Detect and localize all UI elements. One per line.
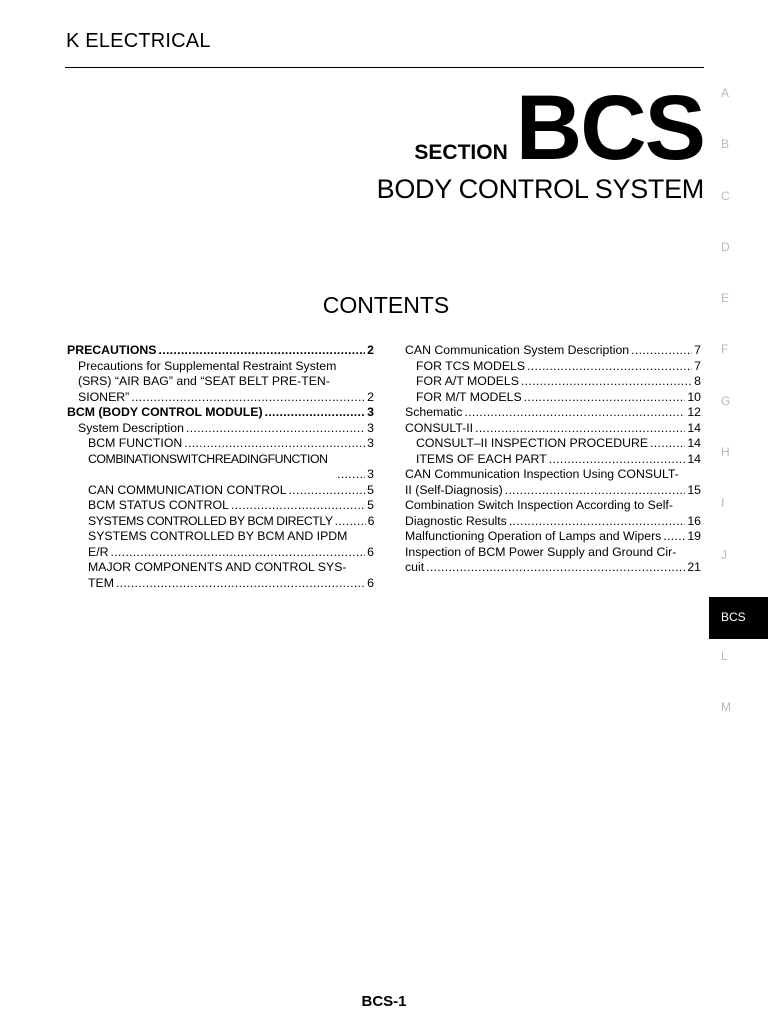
- toc-entry-title: SIONER”: [78, 389, 130, 404]
- toc-entry-title: SYSTEMS CONTROLLED BY BCM DIRECTLY: [88, 513, 333, 528]
- section-tab-strip: [709, 80, 768, 746]
- toc-entry[interactable]: [67, 576, 374, 592]
- toc-entry[interactable]: [405, 374, 701, 390]
- toc-dot-leader: [631, 343, 692, 359]
- toc-entry[interactable]: [405, 560, 701, 576]
- toc-entry[interactable]: [405, 343, 701, 359]
- section-tab-i[interactable]: I: [721, 496, 725, 511]
- toc-entry-page: 15: [687, 482, 701, 497]
- toc-dot-leader: [464, 405, 685, 421]
- section-tab-bcs[interactable]: BCS: [709, 597, 768, 639]
- toc-entry[interactable]: [405, 405, 701, 421]
- toc-dot-leader: [509, 514, 685, 530]
- toc-entry[interactable]: [67, 467, 374, 483]
- toc-entry[interactable]: [405, 421, 701, 437]
- toc-entry-page: 2: [367, 343, 374, 357]
- section-block: [414, 77, 704, 179]
- toc-dot-leader: [337, 467, 365, 483]
- toc-dot-leader: [231, 498, 365, 514]
- toc-entry-line: Combination Switch Inspection According to Self-: [405, 498, 673, 512]
- toc-entry-page: 6: [367, 575, 374, 590]
- toc-entry-page: 6: [367, 513, 374, 528]
- toc-dot-leader: [116, 576, 365, 592]
- contents-heading: CONTENTS: [322, 292, 450, 318]
- toc-entry[interactable]: [67, 483, 374, 499]
- section-tab-g[interactable]: G: [721, 393, 731, 408]
- toc-entry-page: 3: [367, 420, 374, 435]
- toc-entry-page: 12: [687, 405, 701, 419]
- toc-entry-title: FOR M/T MODELS: [416, 389, 522, 404]
- toc-right-column: [405, 343, 701, 576]
- toc-dot-leader: [186, 421, 365, 437]
- toc-entry[interactable]: [67, 343, 374, 359]
- toc-entry-title: System Description: [78, 420, 184, 435]
- toc-dot-leader: [265, 405, 366, 421]
- toc-left-column: [67, 343, 374, 591]
- toc-entry-line: Precautions for Supplemental Restraint System: [78, 358, 337, 373]
- section-name: BODY CONTROL SYSTEM: [376, 174, 704, 204]
- header-rule: [65, 67, 704, 68]
- toc-entry-title: CAN COMMUNICATION CONTROL: [88, 482, 287, 497]
- toc-entry-line: CAN Communication Inspection Using CONSULT-: [405, 467, 679, 481]
- section-tab-f[interactable]: F: [721, 342, 729, 357]
- section-tab-l[interactable]: L: [721, 648, 728, 663]
- toc-dot-leader: [521, 374, 692, 390]
- toc-entry-title: cuit: [405, 560, 425, 574]
- toc-dot-leader: [663, 529, 685, 545]
- toc-entry-page: 19: [687, 529, 701, 543]
- toc-dot-leader: [549, 452, 686, 468]
- toc-entry-title: II (Self-Diagnosis): [405, 482, 503, 497]
- toc-entry[interactable]: [405, 436, 701, 452]
- toc-entry[interactable]: [405, 483, 701, 499]
- toc-dot-leader: [524, 390, 686, 406]
- toc-entry-page: 3: [367, 436, 374, 450]
- toc-dot-leader: [426, 560, 685, 576]
- toc-entry[interactable]: [67, 390, 374, 406]
- toc-entry-line: (SRS) “AIR BAG” and “SEAT BELT PRE-TEN-: [78, 374, 330, 388]
- toc-dot-leader: [289, 483, 366, 499]
- toc-entry-page: 16: [687, 513, 701, 528]
- toc-entry-page: 3: [367, 405, 374, 419]
- section-tab-b[interactable]: B: [721, 137, 730, 152]
- toc-entry[interactable]: [67, 498, 374, 514]
- toc-entry-title: BCM FUNCTION: [88, 436, 183, 450]
- toc-entry-page: 14: [687, 420, 701, 435]
- toc-dot-leader: [131, 390, 365, 406]
- toc-entry-title: BCM STATUS CONTROL: [88, 498, 229, 512]
- footer-page-id: BCS-1: [361, 993, 407, 1010]
- toc-entry[interactable]: [67, 405, 374, 421]
- toc-entry[interactable]: [67, 421, 374, 437]
- section-tab-a[interactable]: A: [721, 86, 730, 100]
- toc-entry-title: TEM: [88, 575, 114, 590]
- toc-dot-leader: [111, 545, 366, 561]
- section-tab-m[interactable]: M: [721, 700, 731, 715]
- toc-entry-page: 5: [367, 498, 374, 512]
- toc-entry-page: 7: [694, 343, 701, 357]
- toc-entry-title: Diagnostic Results: [405, 513, 507, 528]
- toc-entry[interactable]: [67, 436, 374, 452]
- toc-entry-page: 6: [367, 544, 374, 559]
- toc-entry-title: BCM (BODY CONTROL MODULE): [67, 405, 263, 419]
- section-code: BCS: [515, 77, 704, 179]
- toc-entry[interactable]: [405, 452, 701, 468]
- toc-entry-title: CAN Communication System Description: [405, 343, 630, 357]
- toc-entry[interactable]: [67, 545, 374, 561]
- toc-dot-leader: [527, 359, 692, 375]
- toc-entry[interactable]: [405, 390, 701, 406]
- toc-entry-page: 5: [367, 482, 374, 497]
- section-label: SECTION: [414, 141, 508, 164]
- toc-dot-leader: [505, 483, 686, 499]
- toc-entry[interactable]: [405, 359, 701, 375]
- toc-entry-title: PRECAUTIONS: [67, 343, 157, 357]
- toc-entry[interactable]: [405, 514, 701, 530]
- toc-entry-title: ITEMS OF EACH PART: [416, 451, 547, 466]
- header-title: K ELECTRICAL: [66, 30, 211, 52]
- section-tab-e[interactable]: E: [721, 291, 730, 306]
- toc-dot-leader: [475, 421, 685, 437]
- section-tab-j[interactable]: J: [721, 547, 727, 562]
- toc-entry-page: 14: [687, 451, 701, 466]
- toc-entry-page: 2: [367, 389, 374, 404]
- toc-entry-line: COMBINATIONSWITCHREADINGFUNCTION: [88, 451, 328, 466]
- toc-entry-line: Inspection of BCM Power Supply and Ground Cir-: [405, 544, 677, 559]
- toc-dot-leader: [159, 343, 366, 359]
- toc-entry-page: 3: [367, 467, 374, 481]
- section-tab-d[interactable]: D: [721, 239, 730, 254]
- section-tab-c[interactable]: C: [721, 188, 730, 203]
- toc-dot-leader: [335, 514, 366, 530]
- toc-dot-leader: [650, 436, 685, 452]
- toc-entry[interactable]: [405, 529, 701, 545]
- toc-entry-title: CONSULT–II INSPECTION PROCEDURE: [416, 436, 649, 450]
- section-tab-h[interactable]: H: [721, 445, 730, 460]
- toc-entry-title: FOR TCS MODELS: [416, 358, 526, 373]
- toc-entry-title: Malfunctioning Operation of Lamps and Wipers: [405, 529, 662, 543]
- toc-entry-title: CONSULT-II: [405, 420, 474, 435]
- toc-entry-line: MAJOR COMPONENTS AND CONTROL SYS-: [88, 560, 347, 574]
- toc-entry-page: 7: [694, 358, 701, 373]
- toc-entry-page: 21: [687, 560, 701, 574]
- toc-entry-page: 8: [694, 374, 701, 388]
- toc-entry-page: 10: [687, 389, 701, 404]
- toc-dot-leader: [184, 436, 365, 452]
- toc-entry-title: FOR A/T MODELS: [416, 374, 519, 388]
- toc-entry-title: E/R: [88, 544, 109, 559]
- toc-entry[interactable]: [67, 514, 374, 530]
- toc-entry-page: 14: [687, 436, 701, 450]
- toc-entry-title: Schematic: [405, 405, 463, 419]
- toc-entry-line: SYSTEMS CONTROLLED BY BCM AND IPDM: [88, 529, 348, 543]
